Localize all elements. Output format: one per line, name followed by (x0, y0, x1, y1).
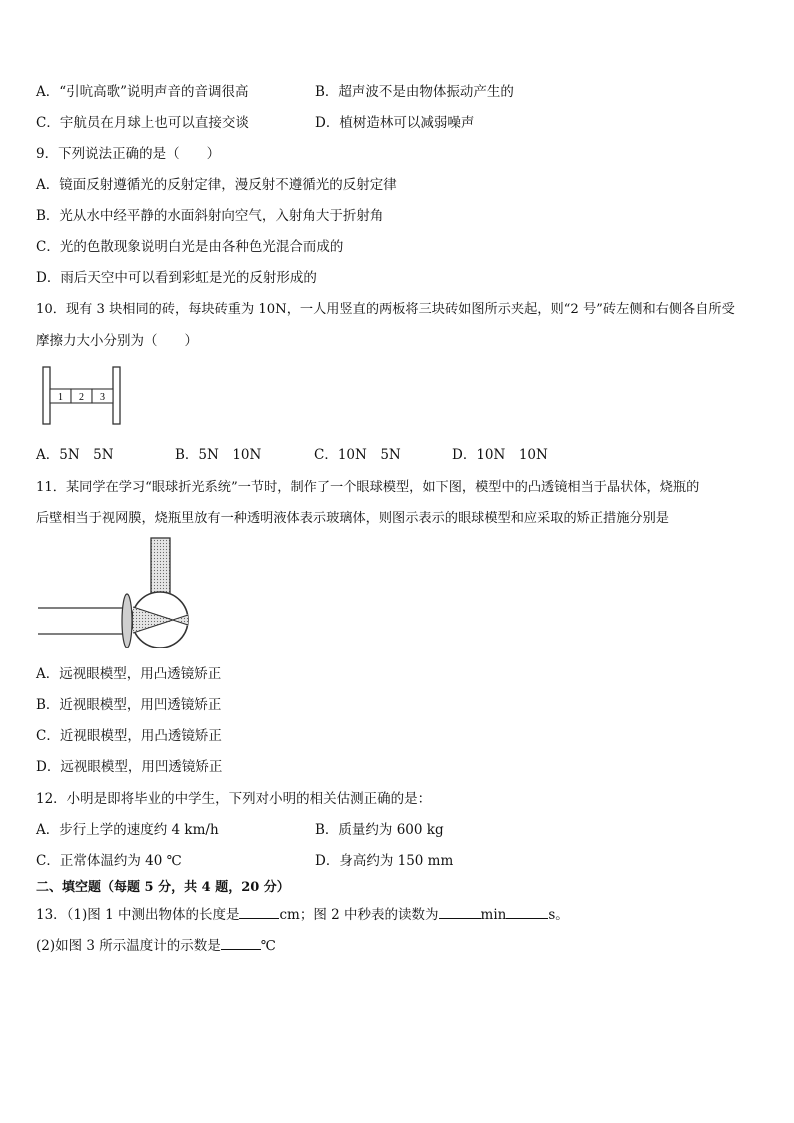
q12-stem: 12．小明是即将毕业的中学生，下列对小明的相关估测正确的是： (36, 791, 432, 807)
q13-text-length: 13．（1)图 1 中测出物体的长度是 (36, 907, 240, 923)
q12-option-b: B．质量约为 600 kg (315, 822, 444, 838)
q8-option-d: D．植树造林可以减弱噪声 (315, 115, 475, 131)
bricks-clamp-figure (40, 366, 124, 426)
q13-unit-celsius: ℃ (260, 938, 276, 954)
convex-lens (122, 594, 132, 648)
answer-blank-minutes[interactable] (439, 905, 481, 919)
q11-option-a: A．远视眼模型，用凸透镜矫正 (36, 666, 222, 682)
q10-stem-line1: 10．现有 3 块相同的砖，每块砖重为 10N，一人用竖直的两板将三块砖如图所示夹起，则“2 号”砖左侧和右侧各自所受 (36, 302, 735, 317)
q13-text-thermometer: (2)如图 3 所示温度计的示数是 (36, 938, 221, 954)
q13-unit-s: s。 (548, 907, 569, 923)
q10-stem-line2: 摩擦力大小分别为（ ） (36, 333, 198, 349)
q11-option-b: B．近视眼模型，用凹透镜矫正 (36, 697, 222, 713)
q13-unit-min: min (480, 907, 507, 923)
answer-blank-seconds[interactable] (506, 905, 548, 919)
flask-neck (151, 538, 170, 594)
brick-label-2: 2 (79, 392, 84, 403)
brick-label-1: 1 (58, 392, 63, 403)
q12-option-c: C．正常体温约为 40 ℃ (36, 853, 182, 869)
eye-model-figure (36, 536, 212, 648)
q9-stem: 9．下列说法正确的是（ ） (36, 146, 221, 162)
q11-stem-line1: 11．某同学在学习“眼球折光系统”一节时，制作了一个眼球模型，如下图，模型中的凸透镜相当于晶状体，烧瓶的 (36, 480, 700, 495)
q11-option-d: D．远视眼模型，用凹透镜矫正 (36, 759, 223, 775)
brick-label-3: 3 (100, 392, 105, 403)
q12-option-a: A．步行上学的速度约 4 km/h (36, 822, 219, 838)
q9-option-b: B．光从水中经平静的水面斜射向空气，入射角大于折射角 (36, 208, 384, 224)
q13-line1 (36, 905, 569, 923)
q9-option-a: A．镜面反射遵循光的反射定律，漫反射不遵循光的反射定律 (36, 177, 397, 193)
q11-stem-line2: 后壁相当于视网膜，烧瓶里放有一种透明液体表示玻璃体，则图示表示的眼球模型和应采取的矫正措施分别是 (36, 511, 669, 526)
q13-line2 (36, 936, 276, 954)
q8-option-a: A．“引吭高歌”说明声音的音调很高 (36, 84, 249, 100)
answer-blank-length[interactable] (239, 905, 279, 919)
q10-option-d: D．10N 10N (452, 447, 548, 463)
q9-option-d: D．雨后天空中可以看到彩虹是光的反射形成的 (36, 270, 317, 286)
q10-option-c: C．10N 5N (314, 447, 401, 463)
q12-option-d: D．身高约为 150 mm (315, 853, 454, 869)
q11-option-c: C．近视眼模型，用凸透镜矫正 (36, 728, 222, 744)
q8-option-c: C．宇航员在月球上也可以直接交谈 (36, 115, 249, 131)
q13-text-stopwatch: cm；图 2 中秒表的读数为 (279, 907, 439, 923)
q10-option-a: A．5N 5N (36, 447, 114, 463)
section-title-fill-in: 二、填空题（每题 5 分，共 4 题，20 分） (36, 880, 290, 895)
left-board (43, 367, 50, 424)
q9-option-c: C．光的色散现象说明白光是由各种色光混合而成的 (36, 239, 344, 255)
answer-blank-temperature[interactable] (221, 936, 261, 950)
q8-option-b: B．超声波不是由物体振动产生的 (315, 84, 514, 100)
q10-option-b: B．5N 10N (175, 447, 262, 463)
right-board (113, 367, 120, 424)
